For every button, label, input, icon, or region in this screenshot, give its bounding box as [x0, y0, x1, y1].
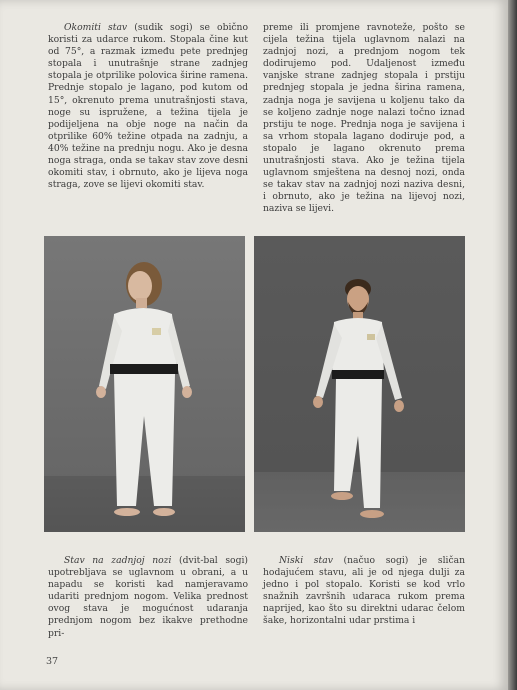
text-column-left: [48, 22, 248, 191]
man-figure-illustration: [254, 236, 465, 532]
term-niski-stav: Niski stav: [279, 555, 333, 566]
page-edge-shadow: [508, 0, 517, 690]
page-number: 37: [46, 656, 59, 667]
caption-stav-na-zadnjoj-nozi: [48, 555, 248, 640]
paragraph-okomiti-stav: (sudik sogi) se obično koristi za udarce rukom. Stopala čine kut od 75°, a razmak između pete prednjeg stopala i unutrašnje strane zadnjeg stopala je otprilike polovica širine ramena. Prednje stopalo je lagano, pod kutom od 15°, okrenuto prema unutrašnjosti stava, noge su ispružene, a težina tijela je podijeljena na obje noge na način da otprilike 60% težine otpada na zadnju, a 40% težine na prednju nogu. Ako je desna noga straga, onda se takav stav zove desni okomiti stav, i obrnuto, ako je lijeva noga straga, zove se lijevi okomiti stav.: [48, 22, 248, 191]
woman-figure-illustration: [44, 236, 245, 532]
caption-left-text: (dvit-bal sogi) upotrebljava se uglavnom u obrani, a u napadu se koristi kad namjeravamo udariti prednjom nogom. Velika prednost ovog stava je mogućnost udaranja prednjom nogom bez ikakve prethodne pri-: [48, 555, 248, 639]
text-column-right: [263, 22, 465, 216]
photo-woman-stance: [44, 236, 245, 532]
caption-right-text: (načuo sogi) je sličan hodajućem stavu, ali je od njega dulji za jedno i pol stopalo. Koristi se kod vrlo snažnih završnih udaraca rukom prema naprijed, kao što su direktni udarac čelom šake, horizontalni udar prstima i: [263, 555, 465, 627]
paragraph-continuation: preme ili promjene ravnoteže, pošto se cijela težina tijela uglavnom nalazi na zadnjoj nozi, a prednjom nogom tek dodirujemo pod. Udaljenost između vanjske strane zadnjeg stopala i prstiju prednjeg stopala je jedna širina ramena, zadnja noga je savijena u koljenu tako da se koljeno zadnje noge nalazi točno iznad prstiju te noge. Prednja noga je savijena i sa vrhom stopala lagano dodiruje pod, a stopalo je lagano okrenuto prema unutrašnjosti stava. Ako je težina tijela uglavnom smještena na desnoj nozi, onda se takav stav na zadnjoj nozi naziva desni, i obrnuto, ako je težina na lijevoj nozi, naziva se lijevi.: [263, 22, 465, 215]
term-stav-na-zadnjoj-nozi: Stav na zadnjoj nozi: [64, 555, 172, 566]
term-okomiti-stav: Okomiti stav: [64, 22, 128, 33]
photo-man-stance: [254, 236, 465, 532]
caption-niski-stav: [263, 555, 465, 628]
